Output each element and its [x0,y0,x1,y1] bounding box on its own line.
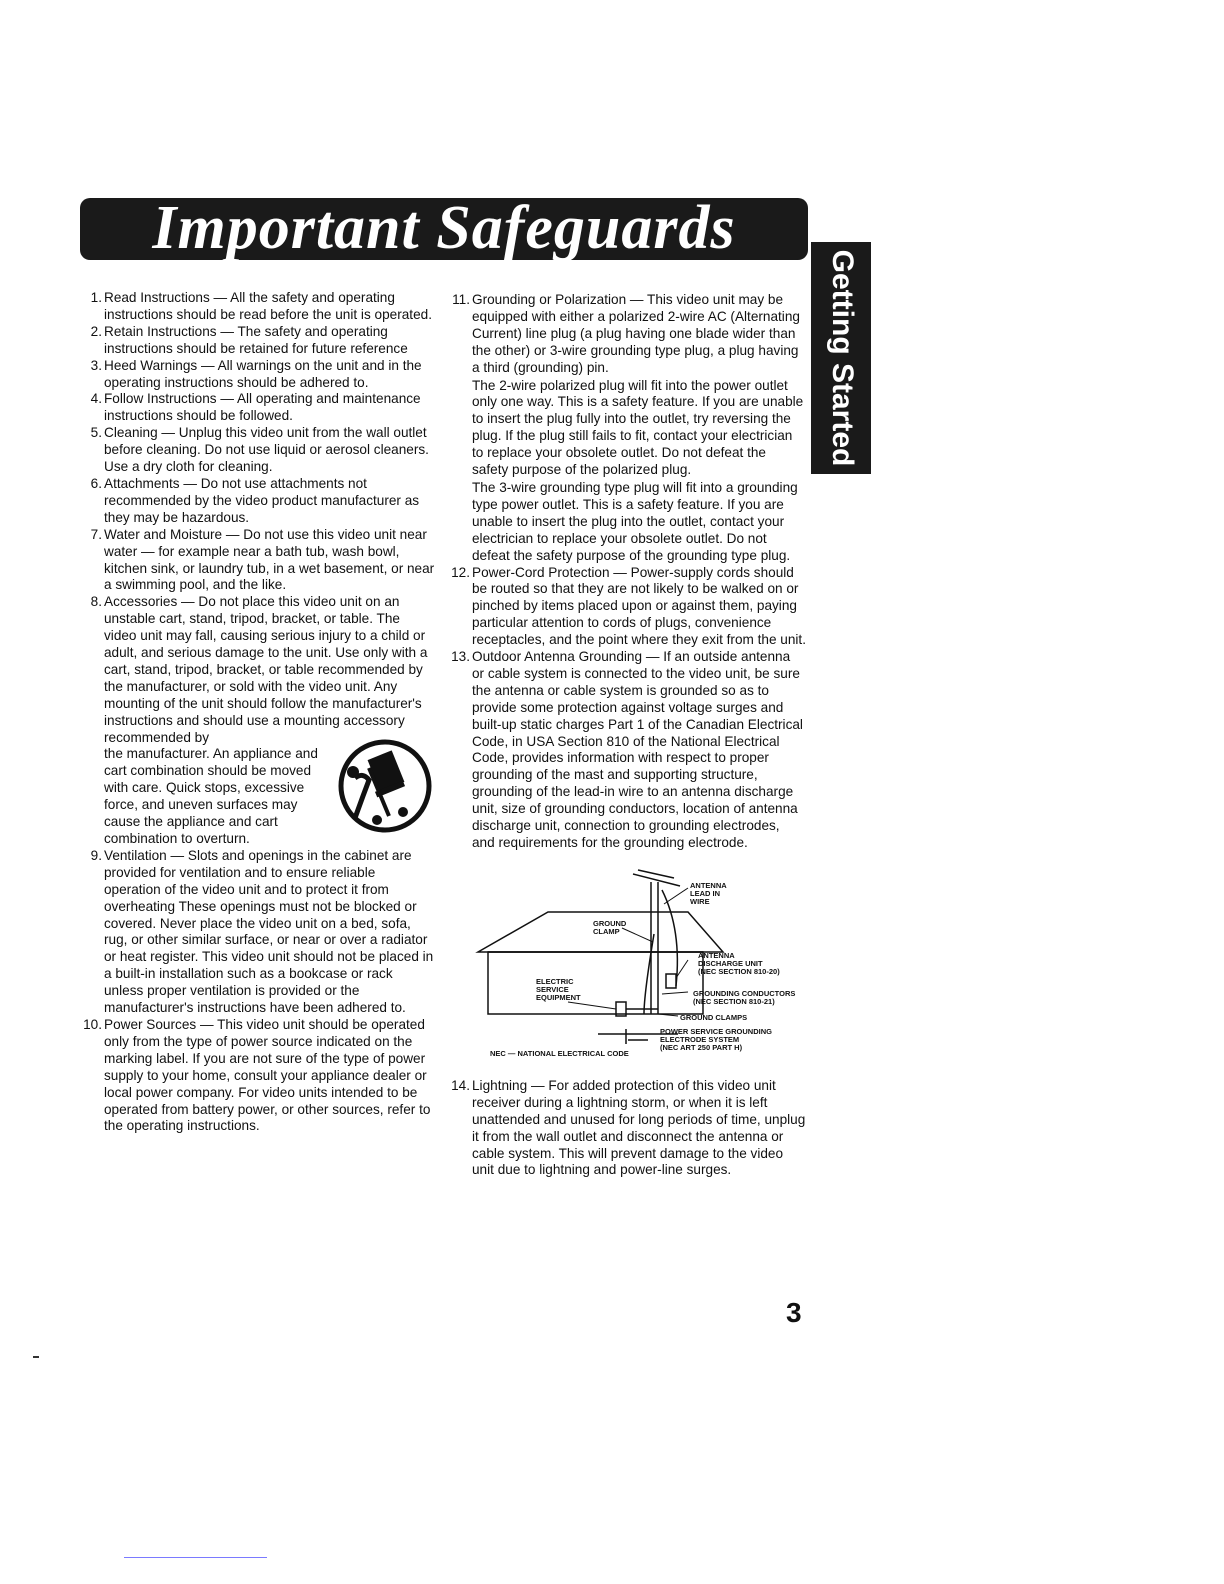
item-text: Accessories — Do not place this video unit on an unstable cart, stand, tripod, bracket, or table. The video unit may fall, causing serious injury to a child or adult, and serious damage to the unit. Use only with a cart, stand, tripod, bracket, or table recommended by the manufacturer, or sold with the video unit. Any mounting of the unit should follow the manufacturer's instructions and should use a mounting accessory recommended by [104,594,428,745]
electric-service-label: ELECTRIC SERVICE EQUIPMENT [536,976,581,1002]
item-text: Power Sources — This video unit should be operated only from the type of power source indicated on the marking label. If you are not sure of the type of power supply to your home, consult your appliance dealer or local power company. For video units intended to be operated from battery power, or other sources, refer to the operating instructions. [104,1016,431,1134]
item-text: Water and Moisture — Do not use this video unit near water — for example near a bath tub, wash bowl, kitchen sink, or laundry tub, in a wet basement, or near a swimming pool, and the like. [104,526,435,593]
ground-clamps-label: GROUND CLAMPS [680,1012,748,1022]
page-title: Important Safeguards [152,194,736,262]
item-text: Lightning — For added protection of this video unit receiver during a lightning storm, or when it is left unattended and unused for long periods of time, unplug it from the wall outlet and disconnect the antenna or cable system. This will prevent damage to the video unit due to lightning and power-line surges. [472,1077,806,1178]
power-service-grounding-label: POWER SERVICE GROUNDING ELECTRODE SYSTEM (NEC ART 250 PART H) [660,1026,772,1052]
item-text: Follow Instructions — All operating and maintenance instructions should be followed. [104,391,421,424]
ground-clamp-label: GROUND CLAMP [593,918,627,936]
page-number: 3 [786,1297,802,1328]
list-item [80,425,435,476]
list-item [80,358,435,392]
right-column [448,292,806,1179]
item-number: 9. [90,847,102,863]
list-item [80,1017,435,1135]
margin-mark [33,1356,39,1358]
item-number: 10. [83,1016,102,1032]
list-item [448,565,806,650]
list-item [448,1078,806,1179]
footer-divider [124,1557,267,1558]
item-number: 8. [90,594,102,610]
list-item [448,292,806,565]
list-item [80,848,435,1017]
list-item [80,476,435,527]
cart-tip-over-warning-icon [337,738,433,834]
item-number: 7. [90,526,102,542]
item-number: 1. [90,290,102,305]
item-text: Attachments — Do not use attachments not recommended by the video product manufacturer as they may be hazardous. [104,475,420,525]
item-number: 5. [90,425,102,441]
list-item [80,527,435,595]
item-text: Grounding or Polarization — This video unit may be equipped with either a polarized 2-wire AC (Alternating Current) line plug (a plug having one blade wider than the other) or 3-wire grounding type plug, a plug having a third (grounding) pin. [472,292,800,375]
item-number: 6. [90,475,102,491]
item-paragraph: The 2-wire polarized plug will fit into the power outlet only one way. This is a safety feature. If you are unable to insert the plug fully into the outlet, try reversing the plug. If the plug still fails to fit, contact your electrician to replace your obsolete outlet. Do not defeat the safety purpose of the polarized plug. [472,377,804,478]
grounding-conductors-label: GROUNDING CONDUCTORS (NEC SECTION 810-21) [693,988,796,1006]
list-item [80,594,435,848]
item-number: 3. [90,357,102,373]
item-paragraph: The 3-wire grounding type plug will fit into a grounding type power outlet. This is a safety feature. If you are unable to insert the plug into the outlet, contact your electrician to replace your obsolete outlet. Do not defeat the safety purpose of the grounding type plug. [472,479,798,563]
list-item [80,391,435,425]
antenna-lead-in-label: ANTENNA LEAD IN WIRE [690,880,727,906]
item-text: Ventilation — Slots and openings in the cabinet are provided for ventilation and to ensure reliable operation of the video unit and to protect it from overheating These openings must not be blocked or covered. Never place the video unit on a bed, sofa, rug, or other similar surface, or near or over a radiator or heat register. This video unit should not be placed in a built-in installation such as a bookcase or rack unless proper ventilation is provided or the manufacturer's instructions have been adhered to. [104,847,434,1016]
item-number: 13. [451,649,470,665]
cart-warning-text: the manufacturer. An appliance and cart combination should be moved with care. Quick stops, excessive force, and uneven surfaces may cause the appliance and cart combination to overturn. [104,746,318,846]
item-text: Read Instructions — All the safety and operating instructions should be read before the unit is operated. [104,290,432,322]
nec-label: NEC — NATIONAL ELECTRICAL CODE [490,1048,629,1058]
item-number: 4. [90,391,102,407]
list-item [448,649,806,852]
item-text: Outdoor Antenna Grounding — If an outside antenna or cable system is connected to the video unit, be sure the antenna or cable system is grounded so as to provide some protection against voltage surges and built-up static charges Part 1 of the Canadian Electrical Code, in USA Section 810 of the National Electrical Code, provides information with respect to proper grounding of the mast and supporting structure, grounding of the lead-in wire to an antenna discharge unit, size of grounding conductors, location of antenna discharge unit, connection to grounding electrodes, and requirements for the grounding electrode. [472,649,803,850]
cart-warning [104,746,435,847]
item-text: Power-Cord Protection — Power-supply cords should be routed so that they are not likely to be walked on or pinched by items placed upon or against them, paying particular attention to cords of plugs, convenience receptacles, and the point where they exit from the unit. [472,564,806,648]
list-item [80,324,435,358]
item-number: 14. [451,1077,470,1093]
left-column [80,290,435,1135]
list-item [80,290,435,324]
item-number: 12. [451,564,470,580]
item-text: Retain Instructions — The safety and operating instructions should be retained for future reference [104,323,408,356]
discharge-unit-label: ANTENNA DISCHARGE UNIT (NEC SECTION 810-20) [698,950,780,976]
item-text: Heed Warnings — All warnings on the unit and in the operating instructions should be adhered to. [104,357,422,390]
banner [80,190,808,272]
section-tab-label: Getting Started [826,249,859,467]
antenna-grounding-diagram [448,864,806,1074]
item-text: Cleaning — Unplug this video unit from the wall outlet before cleaning. Do not use liquid or aerosol cleaners. Use a dry cloth for cleaning. [104,425,429,475]
item-number: 2. [90,323,102,339]
item-number: 11. [452,292,470,307]
